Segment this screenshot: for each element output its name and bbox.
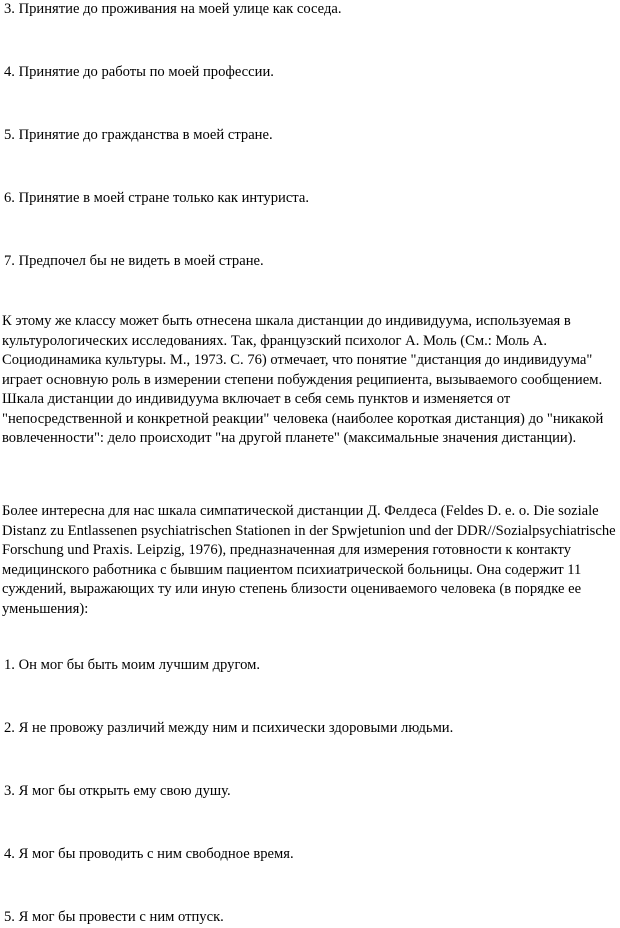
list-item-3-open-soul: 3. Я мог бы открыть ему свою душу. [4, 783, 231, 799]
paragraph-feldes-scale: Более интересна для нас шкала симпатической дистанции Д. Фелдеса (Feldes D. e. o. Die soziale Distanz zu Entlassenen psychiatrischen Stationen in der Spwjetunion und der DDR//Sozialpsychiatrische Forschung und Praxis. Leipzig, 1976), предназначенная для измерения готовности к контакту медицинского работника с бывшим пациентом психиатрической больницы. Она содержит 11 суждений, выражающих ту или иную степень близости оцениваемого человека (в порядке ее уменьшения): [2, 503, 616, 617]
list-item-5-citizenship: 5. Принятие до гражданства в моей стране. [4, 127, 273, 143]
list-item-7-not-see: 7. Предпочел бы не видеть в моей стране. [4, 253, 264, 269]
list-item-5-vacation: 5. Я мог бы провести с ним отпуск. [4, 909, 224, 925]
list-item-6-tourist: 6. Принятие в моей стране только как интуриста. [4, 190, 309, 206]
list-item-1-best-friend: 1. Он мог бы быть моим лучшим другом. [4, 657, 260, 673]
list-item-2-no-difference: 2. Я не провожу различий между ним и психически здоровыми людьми. [4, 720, 454, 736]
list-item-3-neighbor: 3. Принятие до проживания на моей улице как соседа. [4, 1, 342, 17]
list-item-4-free-time: 4. Я мог бы проводить с ним свободное время. [4, 846, 294, 862]
list-item-4-profession: 4. Принятие до работы по моей профессии. [4, 64, 274, 80]
paragraph-mol-scale: К этому же классу может быть отнесена шкала дистанции до индивидуума, используемая в культурологических исследованиях. Так, французский психолог А. Моль (См.: Моль А. Социодинамика культуры. М., 1973. С. 76) отмечает, что понятие "дистанция до индивидуума" играет основную роль в измерении степени побуждения реципиента, вызываемого сообщением. Шкала дистанции до индивидуума включает в себя семь пунктов и изменяется от "непосредственной и конкретной реакции" человека (наиболее короткая дистанция) до "никакой вовлеченности": дело происходит "на другой планете" (максимальные значения дистанции). [2, 313, 604, 446]
